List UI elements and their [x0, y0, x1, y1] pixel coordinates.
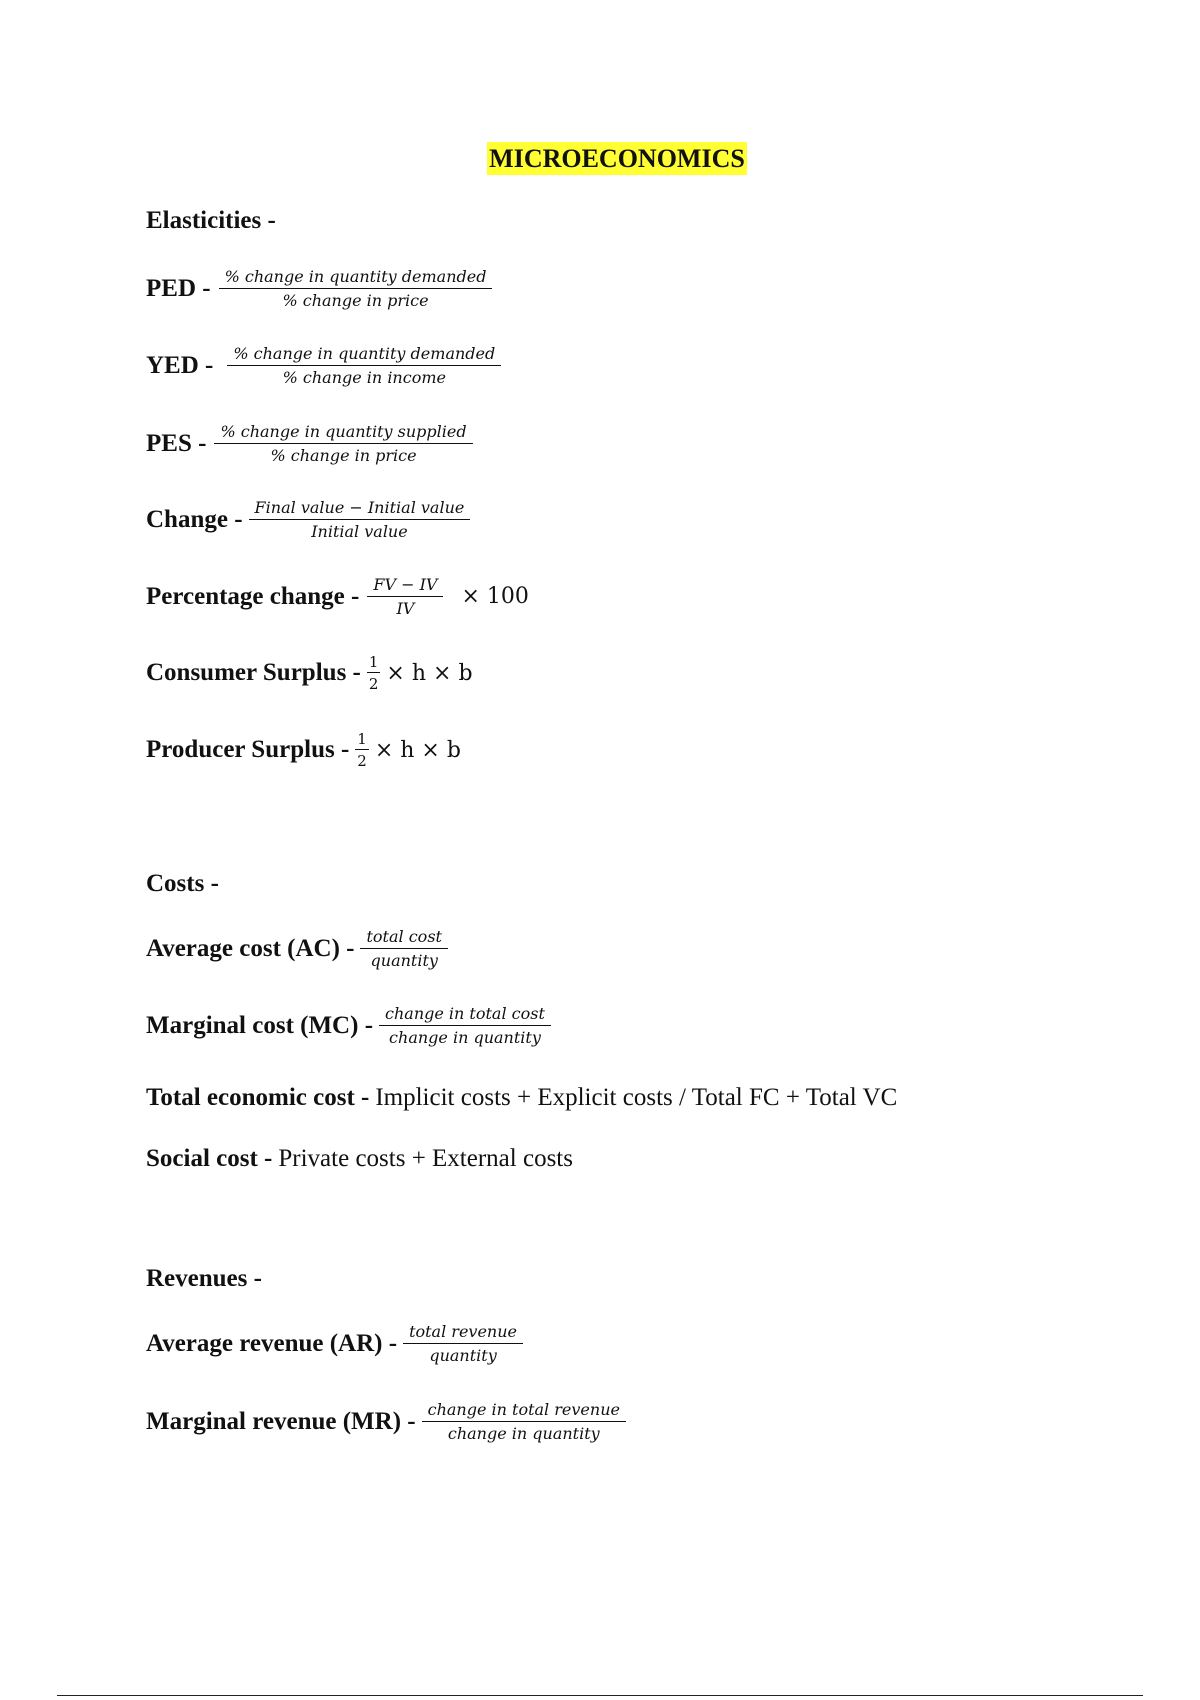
percentage-change-numerator: FV − IV — [367, 576, 443, 597]
ped-fraction — [219, 268, 493, 309]
ped-formula — [146, 268, 492, 309]
percentage-change-denominator: IV — [396, 598, 415, 618]
consumer-surplus-rest: × h × b — [386, 660, 473, 686]
change-numerator: Final value − Initial value — [249, 499, 471, 520]
yed-numerator: % change in quantity demanded — [227, 345, 501, 366]
average-revenue-formula — [146, 1323, 523, 1364]
total-economic-cost-text: Implicit costs + Explicit costs / Total FC + Total VC — [375, 1084, 898, 1111]
ped-label: PED - — [146, 274, 211, 302]
revenues-heading: Revenues - — [146, 1265, 262, 1292]
producer-surplus-rest: × h × b — [374, 737, 461, 763]
footer-rule — [57, 1695, 1143, 1696]
ped-numerator: % change in quantity demanded — [219, 268, 493, 289]
pes-denominator: % change in price — [270, 445, 417, 465]
consumer-surplus-numerator: 1 — [368, 653, 379, 671]
percentage-change-formula — [146, 576, 529, 617]
average-cost-numerator: total cost — [360, 928, 447, 949]
total-economic-cost-label: Total economic cost - — [146, 1084, 370, 1111]
producer-surplus-label: Producer Surplus - — [146, 736, 350, 763]
page-title — [0, 144, 1200, 174]
social-cost-line — [146, 1145, 573, 1173]
consumer-surplus-formula — [146, 654, 473, 692]
average-revenue-label: Average revenue (AR) - — [146, 1329, 398, 1357]
yed-fraction — [227, 345, 501, 386]
pes-formula — [146, 423, 473, 464]
page-title-text: MICROECONOMICS — [489, 144, 745, 173]
marginal-cost-numerator: change in total cost — [379, 1005, 551, 1026]
marginal-cost-label: Marginal cost (MC) - — [146, 1011, 374, 1039]
percentage-change-label: Percentage change - — [146, 582, 360, 610]
percentage-change-fraction — [367, 576, 443, 617]
producer-surplus-denominator: 2 — [357, 751, 367, 770]
marginal-revenue-formula — [146, 1401, 626, 1442]
yed-label: YED - — [146, 351, 214, 379]
average-cost-denominator: quantity — [370, 950, 438, 970]
average-revenue-denominator: quantity — [429, 1345, 497, 1365]
producer-surplus-formula — [146, 731, 461, 769]
average-revenue-fraction — [403, 1323, 523, 1364]
change-formula — [146, 499, 470, 540]
marginal-revenue-numerator: change in total revenue — [422, 1401, 626, 1422]
consumer-surplus-fraction — [367, 654, 381, 692]
producer-surplus-fraction — [355, 731, 369, 769]
yed-denominator: % change in income — [282, 367, 446, 387]
yed-formula — [146, 345, 501, 386]
social-cost-label: Social cost - — [146, 1145, 273, 1172]
social-cost-text: Private costs + External costs — [278, 1145, 573, 1172]
total-economic-cost-line — [146, 1084, 897, 1112]
change-label: Change - — [146, 505, 243, 533]
ped-denominator: % change in price — [282, 290, 429, 310]
average-cost-label: Average cost (AC) - — [146, 934, 355, 962]
percentage-change-multiplier: × 100 — [461, 584, 529, 610]
marginal-cost-fraction — [379, 1005, 551, 1046]
marginal-revenue-fraction — [422, 1401, 626, 1442]
average-cost-formula — [146, 928, 448, 969]
pes-label: PES - — [146, 429, 207, 457]
pes-numerator: % change in quantity supplied — [214, 423, 472, 444]
elasticities-heading: Elasticities - — [146, 207, 276, 234]
consumer-surplus-label: Consumer Surplus - — [146, 659, 361, 686]
costs-heading: Costs - — [146, 870, 219, 897]
producer-surplus-numerator: 1 — [357, 730, 367, 748]
change-fraction — [249, 499, 471, 540]
marginal-revenue-label: Marginal revenue (MR) - — [146, 1407, 416, 1435]
marginal-cost-denominator: change in quantity — [389, 1027, 541, 1047]
change-denominator: Initial value — [311, 521, 408, 541]
marginal-revenue-denominator: change in quantity — [447, 1423, 600, 1443]
pes-fraction — [214, 423, 472, 464]
average-cost-fraction — [360, 928, 447, 969]
consumer-surplus-denominator: 2 — [368, 674, 379, 693]
marginal-cost-formula — [146, 1005, 551, 1046]
average-revenue-numerator: total revenue — [403, 1323, 523, 1344]
